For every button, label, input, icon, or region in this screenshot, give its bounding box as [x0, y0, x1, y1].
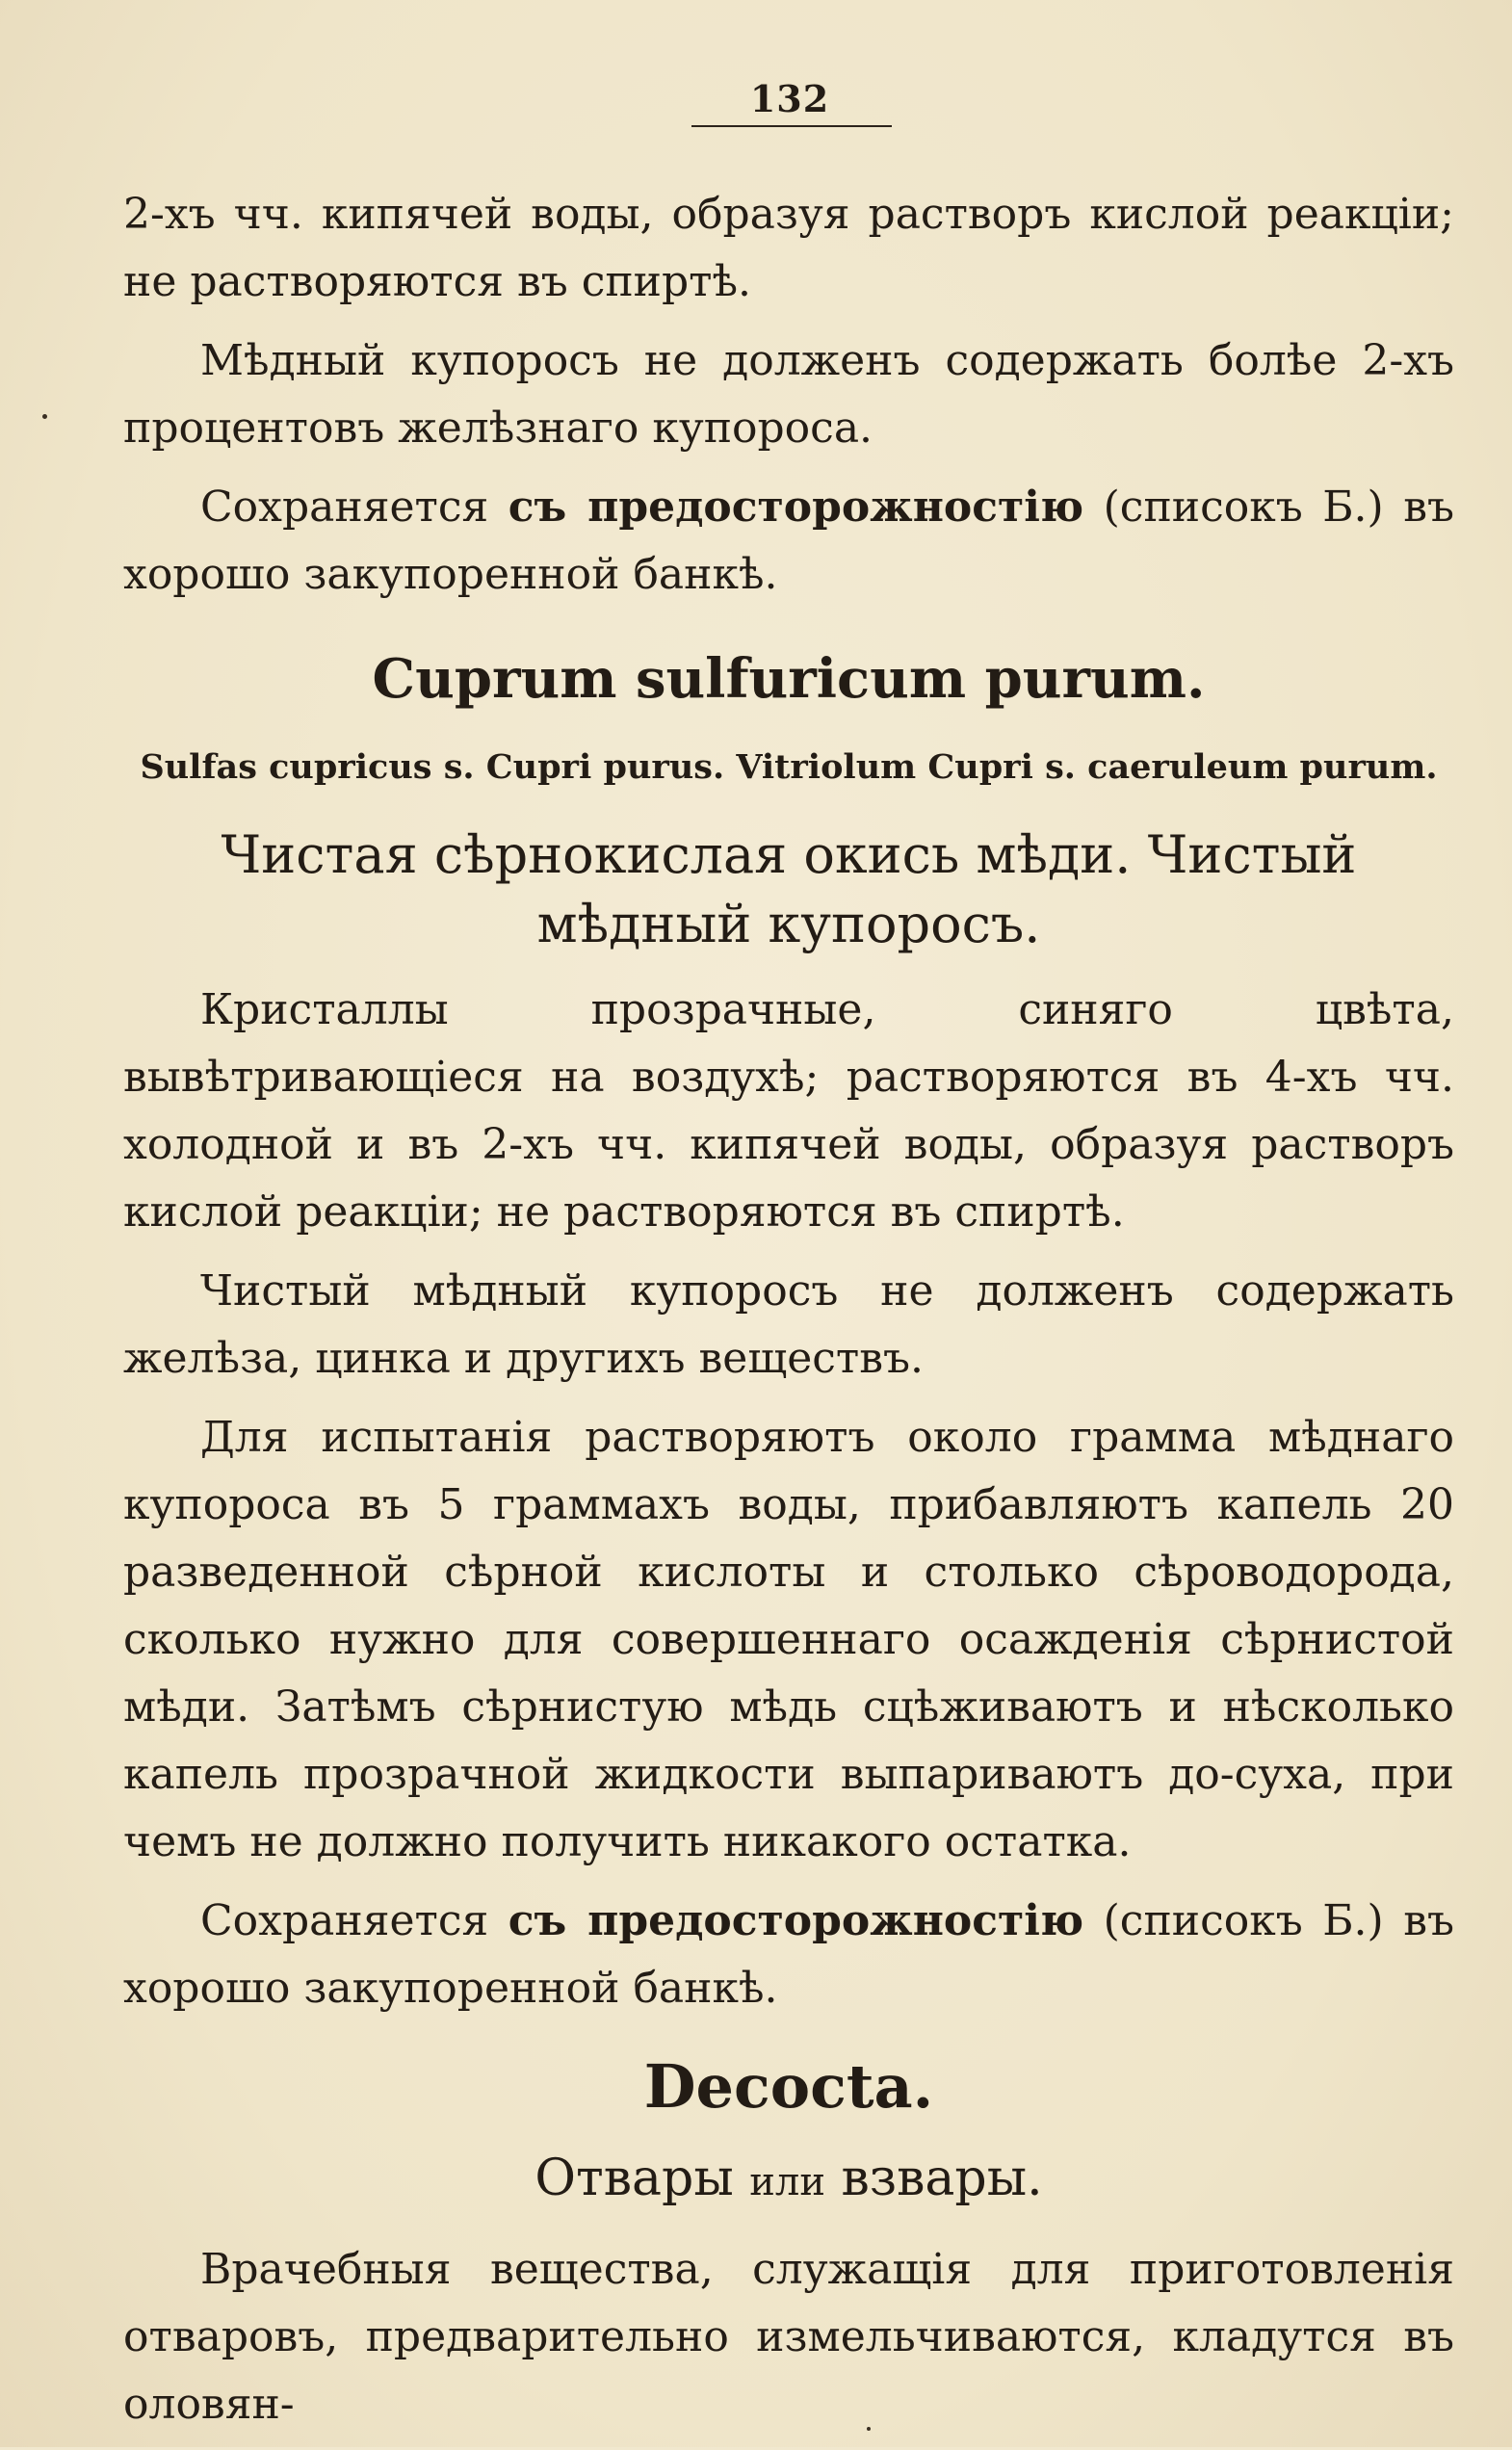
section-body	[123, 2236, 1454, 2450]
section-title-russian: Чистая сѣрнокислая окись мѣди. Чистый мѣдный купоросъ.	[221, 824, 1357, 954]
section-title-russian	[123, 2144, 1454, 2217]
print-speck	[42, 414, 47, 419]
paragraph: Кристаллы прозрачные, синяго цвѣта, вывѣтривающіеся на воздухѣ; растворяются въ 4-хъ чч. холодной и въ 2-хъ чч. кипячей воды, образуя растворъ кислой реакціи; не растворяются въ спиртѣ.	[123, 985, 1454, 1237]
emphasis-text: съ предосторожностію	[508, 1896, 1084, 1945]
text-run: Сохраняется	[200, 1896, 508, 1945]
carryover-text	[123, 181, 1454, 620]
paragraph	[123, 1888, 1454, 2022]
title-word: или	[749, 2160, 825, 2204]
text-run: (списокъ Б.) въ хорошо закупоренной банкѣ.	[123, 482, 1454, 599]
paragraph: Мѣдный купоросъ не долженъ содержать болѣе 2-хъ процентовъ желѣзнаго купороса.	[123, 336, 1454, 453]
text-run: (списокъ Б.) въ хорошо закупоренной банкѣ.	[123, 1896, 1454, 2013]
emphasis-text: съ предосторожностію	[508, 482, 1084, 532]
paragraph: 2-хъ чч. кипячей воды, образуя растворъ кислой реакціи; не растворяются въ спиртѣ.	[123, 190, 1454, 306]
page-number: 132	[749, 77, 830, 120]
paragraph: Чистый мѣдный купоросъ не долженъ содержать желѣза, цинка и другихъ веществъ.	[123, 1266, 1454, 1383]
page-number-rule	[691, 125, 892, 127]
paragraph	[123, 474, 1454, 609]
section-body	[123, 977, 1454, 2034]
paragraph: Врачебныя вещества, служащія для приготовленія отваровъ, предварительно измельчиваются, кладутся въ оловян-	[123, 2245, 1454, 2429]
section-title-latin: Decocta.	[643, 2051, 934, 2122]
title-word: взвары.	[841, 2150, 1043, 2207]
text-run: Сохраняется	[200, 482, 508, 532]
section-title-latin: Cuprum sulfuricum purum.	[372, 647, 1206, 711]
paragraph: Для испытанія растворяютъ около грамма мѣднаго купороса въ 5 граммахъ воды, прибавляютъ капель 20 разведенной сѣрной кислоты и столько сѣроводорода, сколько нужно для совершеннаго осажденія сѣрнистой мѣди. Затѣмъ сѣрнистую мѣдь сцѣживаютъ и нѣсколько капель прозрачной жидкости выпариваютъ до-суха, при чемъ не должно получить никакого остатка.	[123, 1413, 1454, 1866]
print-speck	[867, 2427, 871, 2431]
title-word: Отвары	[534, 2150, 734, 2207]
section-synonyms-latin: Sulfas cupricus s. Cupri purus. Vitriolum Cupri s. caeruleum purum.	[140, 747, 1438, 787]
